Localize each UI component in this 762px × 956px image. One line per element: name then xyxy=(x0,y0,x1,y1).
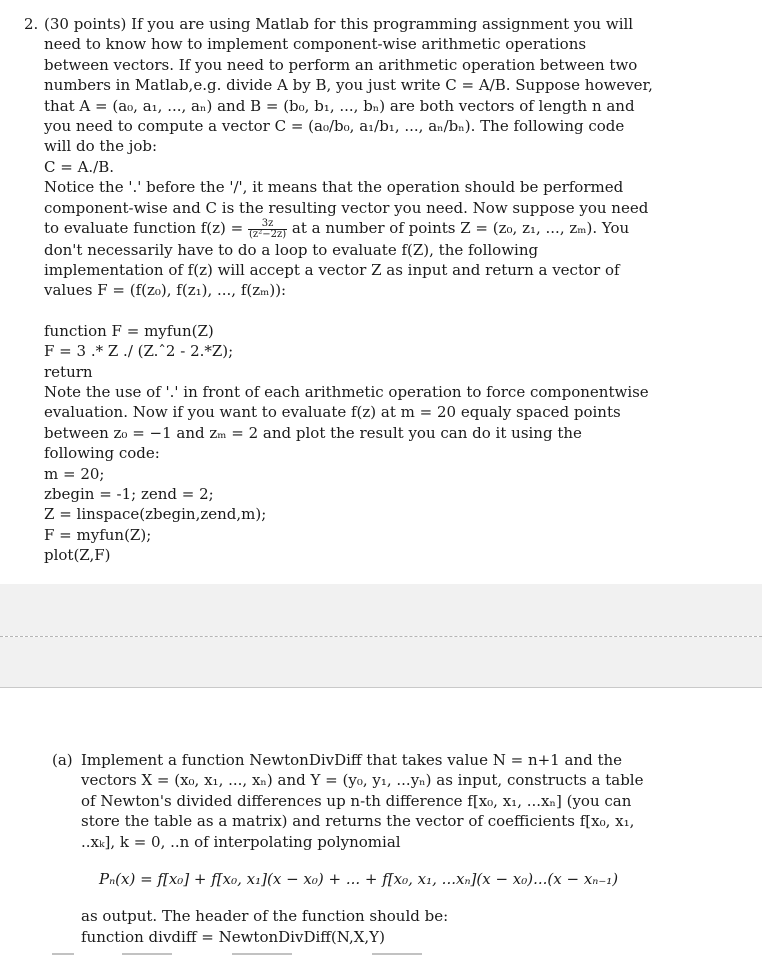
problem-notice xyxy=(44,177,654,301)
interpolating-polynomial-formula: Pₙ(x) = f[x₀] + f[x₀, x₁](x − x₀) + ... + f[x₀, x₁, ...xₙ](x − x₀)...(x − xₙ₋₁) xyxy=(99,870,619,889)
cropped-next-line xyxy=(52,950,652,956)
function-header-code: function divdiff = NewtonDivDiff(N,X,Y) xyxy=(81,927,385,946)
function-fraction xyxy=(248,219,287,240)
problem-body xyxy=(44,14,654,566)
fraction-numerator: 3z xyxy=(248,219,287,230)
part-a-body xyxy=(81,750,652,947)
separator-band-bottom xyxy=(0,637,762,687)
code-plot-example: m = 20; zbegin = -1; zend = 2; Z = linspace(zbegin,zend,m); F = myfun(Z); plot(Z,F) xyxy=(44,464,267,565)
code-componentwise-division: C = A./B. xyxy=(44,157,115,176)
separator-band-top xyxy=(0,584,762,636)
section-rule xyxy=(0,687,762,688)
part-a-output-text: as output. The header of the function should be: xyxy=(81,907,449,926)
fraction-denominator: (z²−2z) xyxy=(249,228,287,240)
problem-intro: (30 points) If you are using Matlab for this programming assignment you will need to know how to implement component-wise arithmetic operations between vectors. If you need to perform an arithmetic operation between two numbers in Matlab,e.g. divide A by B, you just write C = A/B. Suppose however, that A = (a₀, a₁, ..., aₙ) and B = (b₀, b₁, ..., bₙ) are both vectors of length n and you need to compute a vector C = (a₀/b₀, a₁/b₁, ..., aₙ/bₙ). The following code will do the job: xyxy=(44,15,653,156)
problem-note: Note the use of '.' in front of each arithmetic operation to force componentwise evaluation. Now if you want to evaluate f(z) at m = 20 equaly spaced points between z₀ = −1 and zₘ = 2 and plot the result you can do it using the following code: xyxy=(44,383,649,463)
notice-text-a: Notice the '.' before the '/', it means that the operation should be performed component-wise and C is the resulting vector you need. Now suppose you need to evaluate function f(z) = xyxy=(44,178,649,238)
part-a xyxy=(52,750,652,947)
notice-text-b: at a number of points Z = (z₀, z₁, ..., zₘ). You don't necessarily have to do a loop to evaluate f(Z), the following implementation of f(z) will accept a vector Z as input and return a vector of values F = (f(z₀), f(z₁), ..., f(zₘ)): xyxy=(44,219,630,300)
part-a-text: Implement a function NewtonDivDiff that takes value N = n+1 and the vectors X = (x₀, x₁, ..., xₙ) and Y = (y₀, y₁, ...yₙ) as input, constructs a table of Newton's divided differences up n-th difference f[x₀, x₁, ...xₙ] (you can store the table as a matrix) and returns the vector of coefficients f[x₀, x₁, ..xₖ], k = 0, ..n of interpolating polynomial xyxy=(81,751,644,851)
code-myfun: function F = myfun(Z) F = 3 .* Z ./ (Z.ˆ2 - 2.*Z); return xyxy=(44,321,234,381)
problem-2 xyxy=(24,14,654,566)
problem-number: 2. xyxy=(24,15,39,33)
part-a-label: (a) xyxy=(52,751,73,769)
